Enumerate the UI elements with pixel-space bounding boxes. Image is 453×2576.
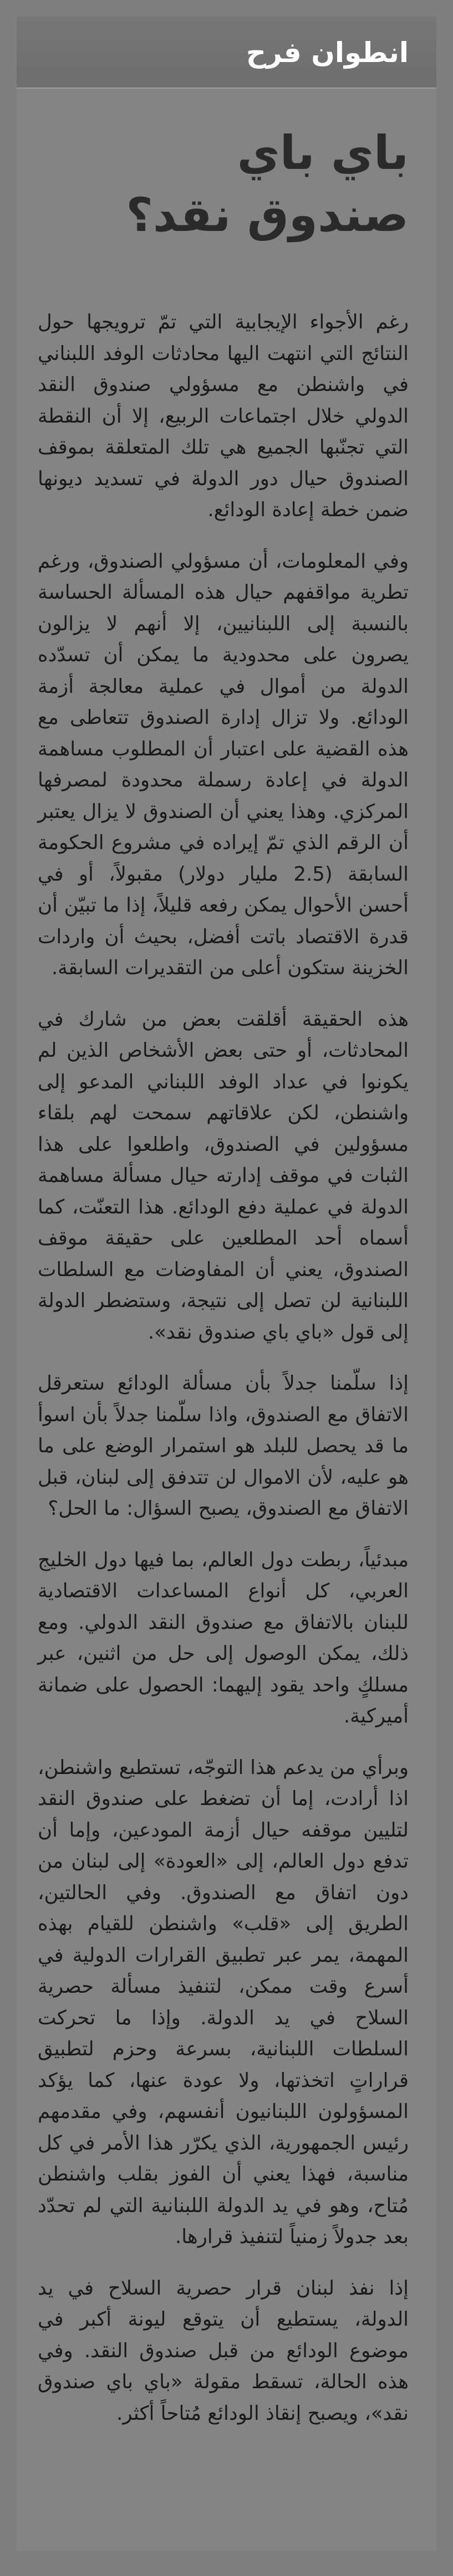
article-title-line-1: باي باي: [237, 126, 409, 180]
article-paragraph-6: وبرأي من يدعم هذا التوجّه، تستطيع واشنطن، اذا أرادت، إما أن تضغط على صندوق النقد لتليين موقفه حيال أزمة المودعين، وإما أن تدفع دول العالم، إلى «العودة» إلى لبنان من دون اتفاق مع الصندوق. وفي الحالتين، الطريق إلى «قلب» واشنطن للقيام بهذه المهمة، يمر عبر تطبيق القرارات الدولية في أسرع وقت ممكن، لتنفيذ مسألة حصرية السلاح في يد الدولة. وإذا ما تحركت السلطات اللبنانية، بسرعة وحزم لتطبيق قراراتٍ اتخذتها، ولا عودة عنها، كما يؤكد المسؤولون اللبنانيون أنفسهم، وفي مقدمهم رئيس الجمهورية، الذي يكرّر هذا الأمر في كل مناسبة، فهذا يعني أن الفوز بقلب واشنطن مُتاح، وهو في يد الدولة اللبنانية التي لم تحدّد بعد جدولاً زمنياً لتنفيذ قرارها.: [38, 1756, 409, 2248]
author-name: انطوان فرح: [246, 37, 409, 69]
author-header: [17, 17, 436, 89]
article-paragraph-7: إذا نفذ لبنان قرار حصرية السلاح في يد الدولة، يستطيع أن يتوقع ليونة أكبر في موضوع الودائع من قبل صندوق النقد. وفي هذه الحالة، تسقط مقولة «باي باي صندوق نقد»، ويصبح إنقاذ الودائع مُتاحاً أكثر.: [38, 2276, 409, 2425]
article-paragraph-5: مبدئياً، ربطت دول العالم، بما فيها دول الخليج العربي، كل أنواع المساعدات الاقتصادية للبنان بالاتفاق مع صندوق النقد الدولي. ومع ذلك، يمكن الوصول إلى حل من اثنين، عبر مسلكٍ واحد يقود إليهما: الحصول على ضمانة أميركية.: [38, 1548, 409, 1727]
article-paragraph-1: رغم الأجواء الإيجابية التي تمّ ترويجها حول النتائج التي انتهت اليها محادثات الوفد اللبناني في واشنطن مع مسؤولي صندوق النقد الدولي خلال اجتماعات الربيع، إلا أن النقطة التي تجنّبها الجميع هي تلك المتعلقة بموقف الصندوق حيال دور الدولة في تسديد ديونها ضمن خطة إعادة الودائع.: [38, 311, 409, 521]
article-paragraph-4: إذا سلّمنا جدلاً بأن مسألة الودائع ستعرقل الاتفاق مع الصندوق، واذا سلّمنا جدلاً بأن اسوأ ما قد يحصل للبلد هو استمرار الوضع على ما هو عليه، لأن الاموال لن تتدفق إلى لبنان، قبل الاتفاق مع الصندوق، يصبح السؤال: ما الحل؟: [38, 1372, 409, 1520]
article-body: [17, 89, 436, 2551]
article-title-line-2: صندوق نقد؟: [126, 188, 409, 242]
article-paragraph-3: هذه الحقيقة أقلقت بعض من شارك في المحادثات، أو حتى بعض الأشخاص الذين لم يكونوا في عداد الوفد اللبناني المدعو إلى واشنطن، لكن علاقاتهم سمحت لهم بلقاء مسؤولين في الصندوق، واطلعوا على هذا الثبات في موقف إدارته حيال مسألة مساهمة الدولة في عملية دفع الودائع. هذا التعنّت، كما أسماه أحد المطلعين على حقيقة موقف الصندوق، يعني أن المفاوضات مع السلطات اللبنانية لن تصل إلى نتيجة، وستضطر الدولة إلى قول «باي باي صندوق نقد».: [38, 1007, 409, 1344]
article-title: [38, 122, 409, 246]
article-paragraph-2: وفي المعلومات، أن مسؤولي الصندوق، ورغم تطرية مواقفهم حيال هذه المسألة الحساسة بالنسبة إلى اللبنانيين، إلا أنهم لا يزالون يصرون على محدودية ما يمكن أن تسدّده الدولة من أموال في عملية معالجة أزمة الودائع. ولا تزال إدارة الصندوق تتعاطى مع هذه القضية على اعتبار أن المطلوب مساهمة الدولة في إعادة رسملة محدودة لمصرفها المركزي. وهذا يعني أن الصندوق لا يزال يعتبر أن الرقم الذي تمّ إيراده في مشروع الحكومة السابقة (2.5 مليار دولار) مقبولاً، أو في أحسن الأحوال يمكن رفعه قليلاً، إذا ما تبيّن أن قدرة الاقتصاد باتت أفضل، بحيث أن واردات الخزينة ستكون أعلى من التقديرات السابقة.: [38, 549, 409, 979]
